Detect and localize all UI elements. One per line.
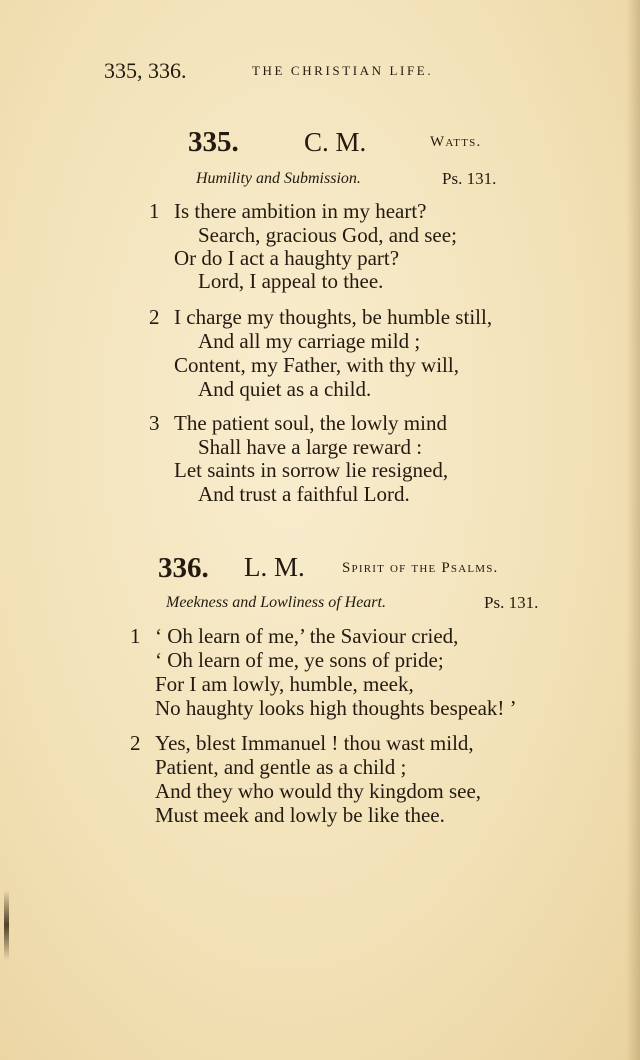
hymn-336-author: Spirit of the Psalms.	[342, 560, 499, 576]
hymn-335-reference: Ps. 131.	[442, 169, 497, 188]
verse-line: Lord, I appeal to thee.	[198, 269, 384, 293]
binding-mark	[4, 890, 9, 960]
verse-line: I charge my thoughts, be humble still,	[174, 305, 493, 329]
running-head-page-numbers: 335, 336.	[104, 58, 187, 83]
verse-line: Patient, and gentle as a child ;	[155, 755, 407, 779]
verse-line: Content, my Father, with thy will,	[174, 353, 459, 377]
page-edge-shadow	[626, 0, 640, 1060]
verse-line: And quiet as a child.	[198, 377, 372, 401]
verse-line: The patient soul, the lowly mind	[174, 411, 447, 435]
verse-line: Is there ambition in my heart?	[174, 199, 427, 223]
running-head-title: THE CHRISTIAN LIFE.	[252, 63, 434, 78]
verse-line: Yes, blest Immanuel ! thou wast mild,	[155, 731, 474, 755]
verse-number: 1	[149, 199, 160, 223]
hymn-336-subject: Meekness and Lowliness of Heart.	[166, 594, 386, 611]
verse-line: Must meek and lowly be like thee.	[155, 803, 445, 827]
verse-line: Let saints in sorrow lie resigned,	[174, 458, 449, 482]
hymn-336-reference: Ps. 131.	[484, 593, 539, 612]
hymn-335-author: Watts.	[430, 134, 482, 150]
verse-line: ‘ Oh learn of me,’ the Saviour cried,	[155, 624, 459, 648]
hymn-335-subject: Humility and Submission.	[196, 170, 361, 187]
verse-number: 3	[149, 411, 160, 435]
verse-line: And trust a faithful Lord.	[198, 482, 410, 506]
verse-line: And they who would thy kingdom see,	[155, 779, 482, 803]
verse-number: 2	[130, 731, 141, 755]
verse-number: 1	[130, 624, 141, 648]
verse-line: And all my carriage mild ;	[198, 329, 421, 353]
hymn-335-number: 335.	[188, 126, 239, 158]
hymn-336-number: 336.	[158, 552, 209, 584]
hymn-335-meter: C. M.	[304, 127, 367, 157]
verse-line: Shall have a large reward :	[198, 435, 423, 459]
hymn-336-meter: L. M.	[244, 552, 305, 582]
verse-line: For I am lowly, humble, meek,	[155, 672, 414, 696]
verse-line: ‘ Oh learn of me, ye sons of pride;	[155, 648, 444, 672]
verse-line: No haughty looks high thoughts bespeak! ’	[155, 696, 517, 720]
verse-line: Search, gracious God, and see;	[198, 223, 457, 247]
verse-number: 2	[149, 305, 160, 329]
verse-line: Or do I act a haughty part?	[174, 246, 400, 270]
